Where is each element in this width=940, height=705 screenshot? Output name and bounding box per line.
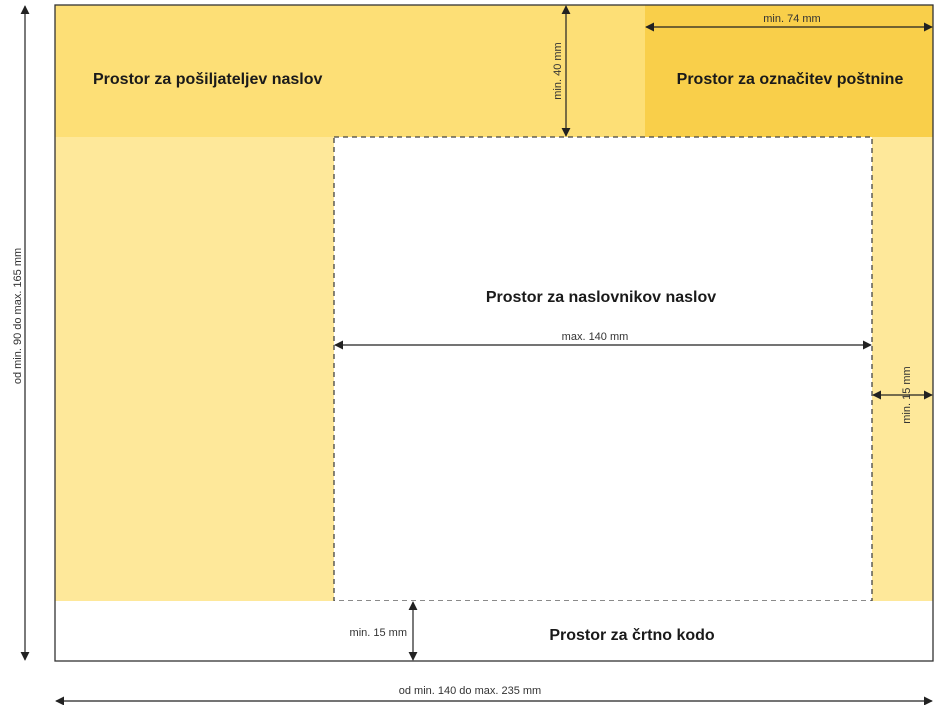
barcode-zone-label: Prostor za črtno kodo <box>549 627 715 644</box>
postage-width-label: min. 74 mm <box>763 13 821 25</box>
barcode-zone <box>55 601 933 661</box>
sender-zone-label: Prostor za pošiljateljev naslov <box>93 71 323 88</box>
recipient-address-zone <box>334 137 872 601</box>
width-range-label: od min. 140 do max. 235 mm <box>398 685 542 697</box>
right-margin-label: min. 15 mm <box>901 366 913 424</box>
height-range-label: od min. 90 do max. 165 mm <box>12 247 24 385</box>
recipient-width-label: max. 140 mm <box>561 331 629 343</box>
bottom-margin-label: min. 15 mm <box>349 627 407 639</box>
recipient-zone-label: Prostor za naslovnikov naslov <box>485 289 717 306</box>
postage-zone-label: Prostor za označitev poštnine <box>676 71 904 88</box>
top-zone-height-label: min. 40 mm <box>552 42 564 100</box>
